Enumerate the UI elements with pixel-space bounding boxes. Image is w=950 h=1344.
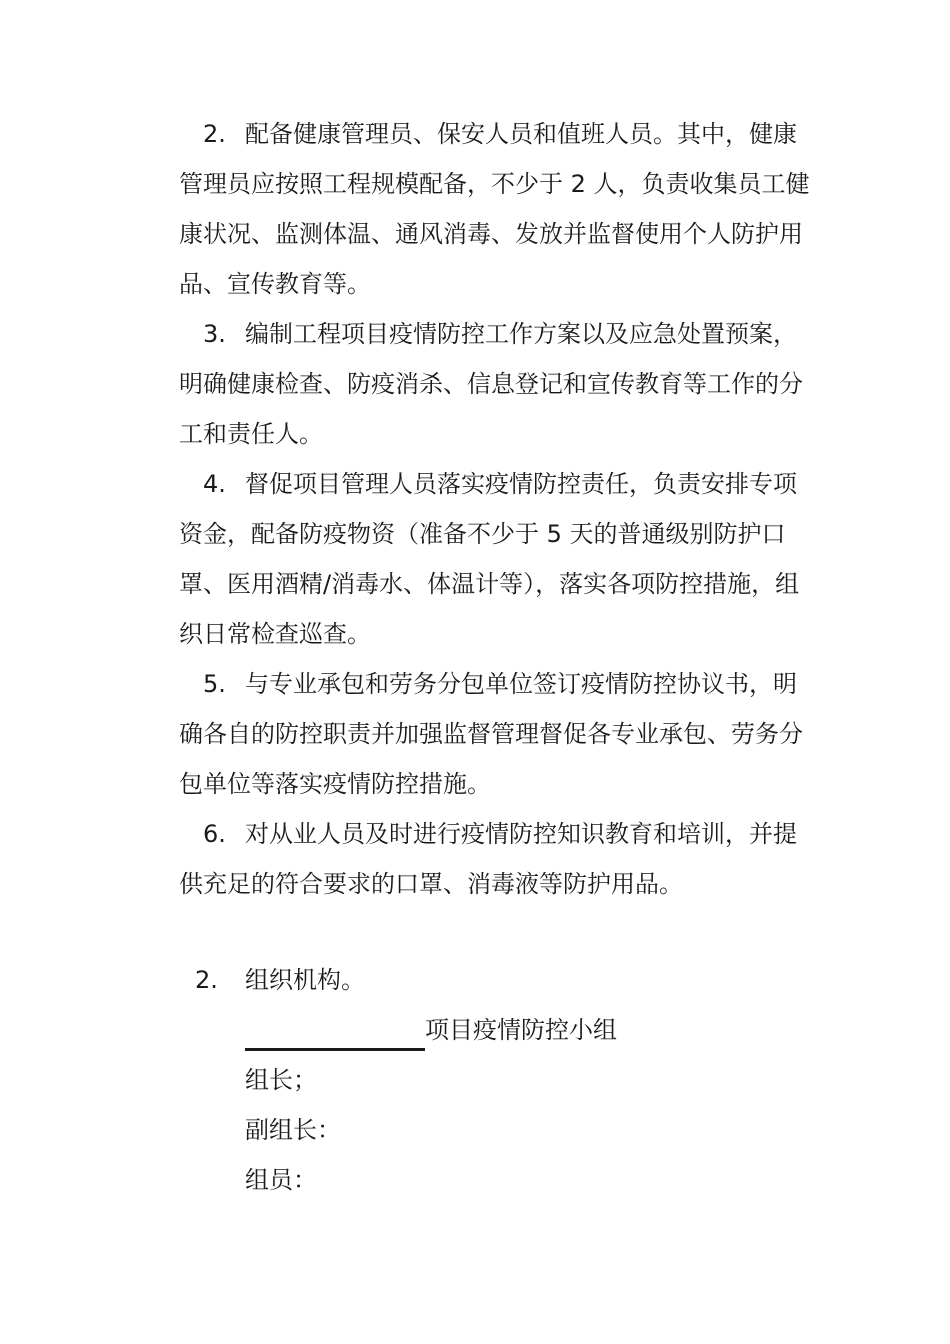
item-text: 对从业人员及时进行疫情防控知识教育和培训，并提供充足的符合要求的口罩、消毒液等防护用品。: [179, 820, 797, 898]
list-item: [179, 109, 819, 309]
leader-line: 组长；: [245, 1066, 317, 1094]
item-number: 6.: [203, 820, 226, 848]
item-text: 编制工程项目疫情防控工作方案以及应急处置预案，明确健康检查、防疫消杀、信息登记和宣传教育等工作的分工和责任人。: [179, 320, 803, 448]
section-title: 组织机构。: [245, 966, 365, 994]
group-heading: [245, 1005, 617, 1055]
list-item: [179, 309, 819, 459]
item-text: 配备健康管理员、保安人员和值班人员。其中，健康管理员应按照工程规模配备，不少于 2 人，负责收集员工健康状况、监测体温、通风消毒、发放并监督使用个人防护用品、宣传教育等。: [179, 120, 810, 298]
item-number: 4.: [203, 470, 226, 498]
item-number: 5.: [203, 670, 226, 698]
section-heading: [195, 955, 365, 1005]
list-item: [179, 659, 819, 809]
item-number: 3.: [203, 320, 226, 348]
item-text: 与专业承包和劳务分包单位签订疫情防控协议书，明确各自的防控职责并加强监督管理督促各专业承包、劳务分包单位等落实疫情防控措施。: [179, 670, 803, 798]
list-item: [179, 809, 819, 909]
members-line: 组员：: [245, 1166, 317, 1194]
fill-in-blank-line: [245, 1048, 425, 1051]
item-text: 督促项目管理人员落实疫情防控责任，负责安排专项资金，配备防疫物资（准备不少于 5 天的普通级别防护口罩、医用酒精/消毒水、体温计等），落实各项防控措施，组织日常检查巡查。: [179, 470, 800, 648]
section-number: 2.: [195, 966, 218, 994]
group-title: 项目疫情防控小组: [425, 1016, 617, 1044]
item-number: 2.: [203, 120, 226, 148]
list-item: [179, 459, 819, 659]
deputy-leader-line: 副组长：: [245, 1116, 341, 1144]
